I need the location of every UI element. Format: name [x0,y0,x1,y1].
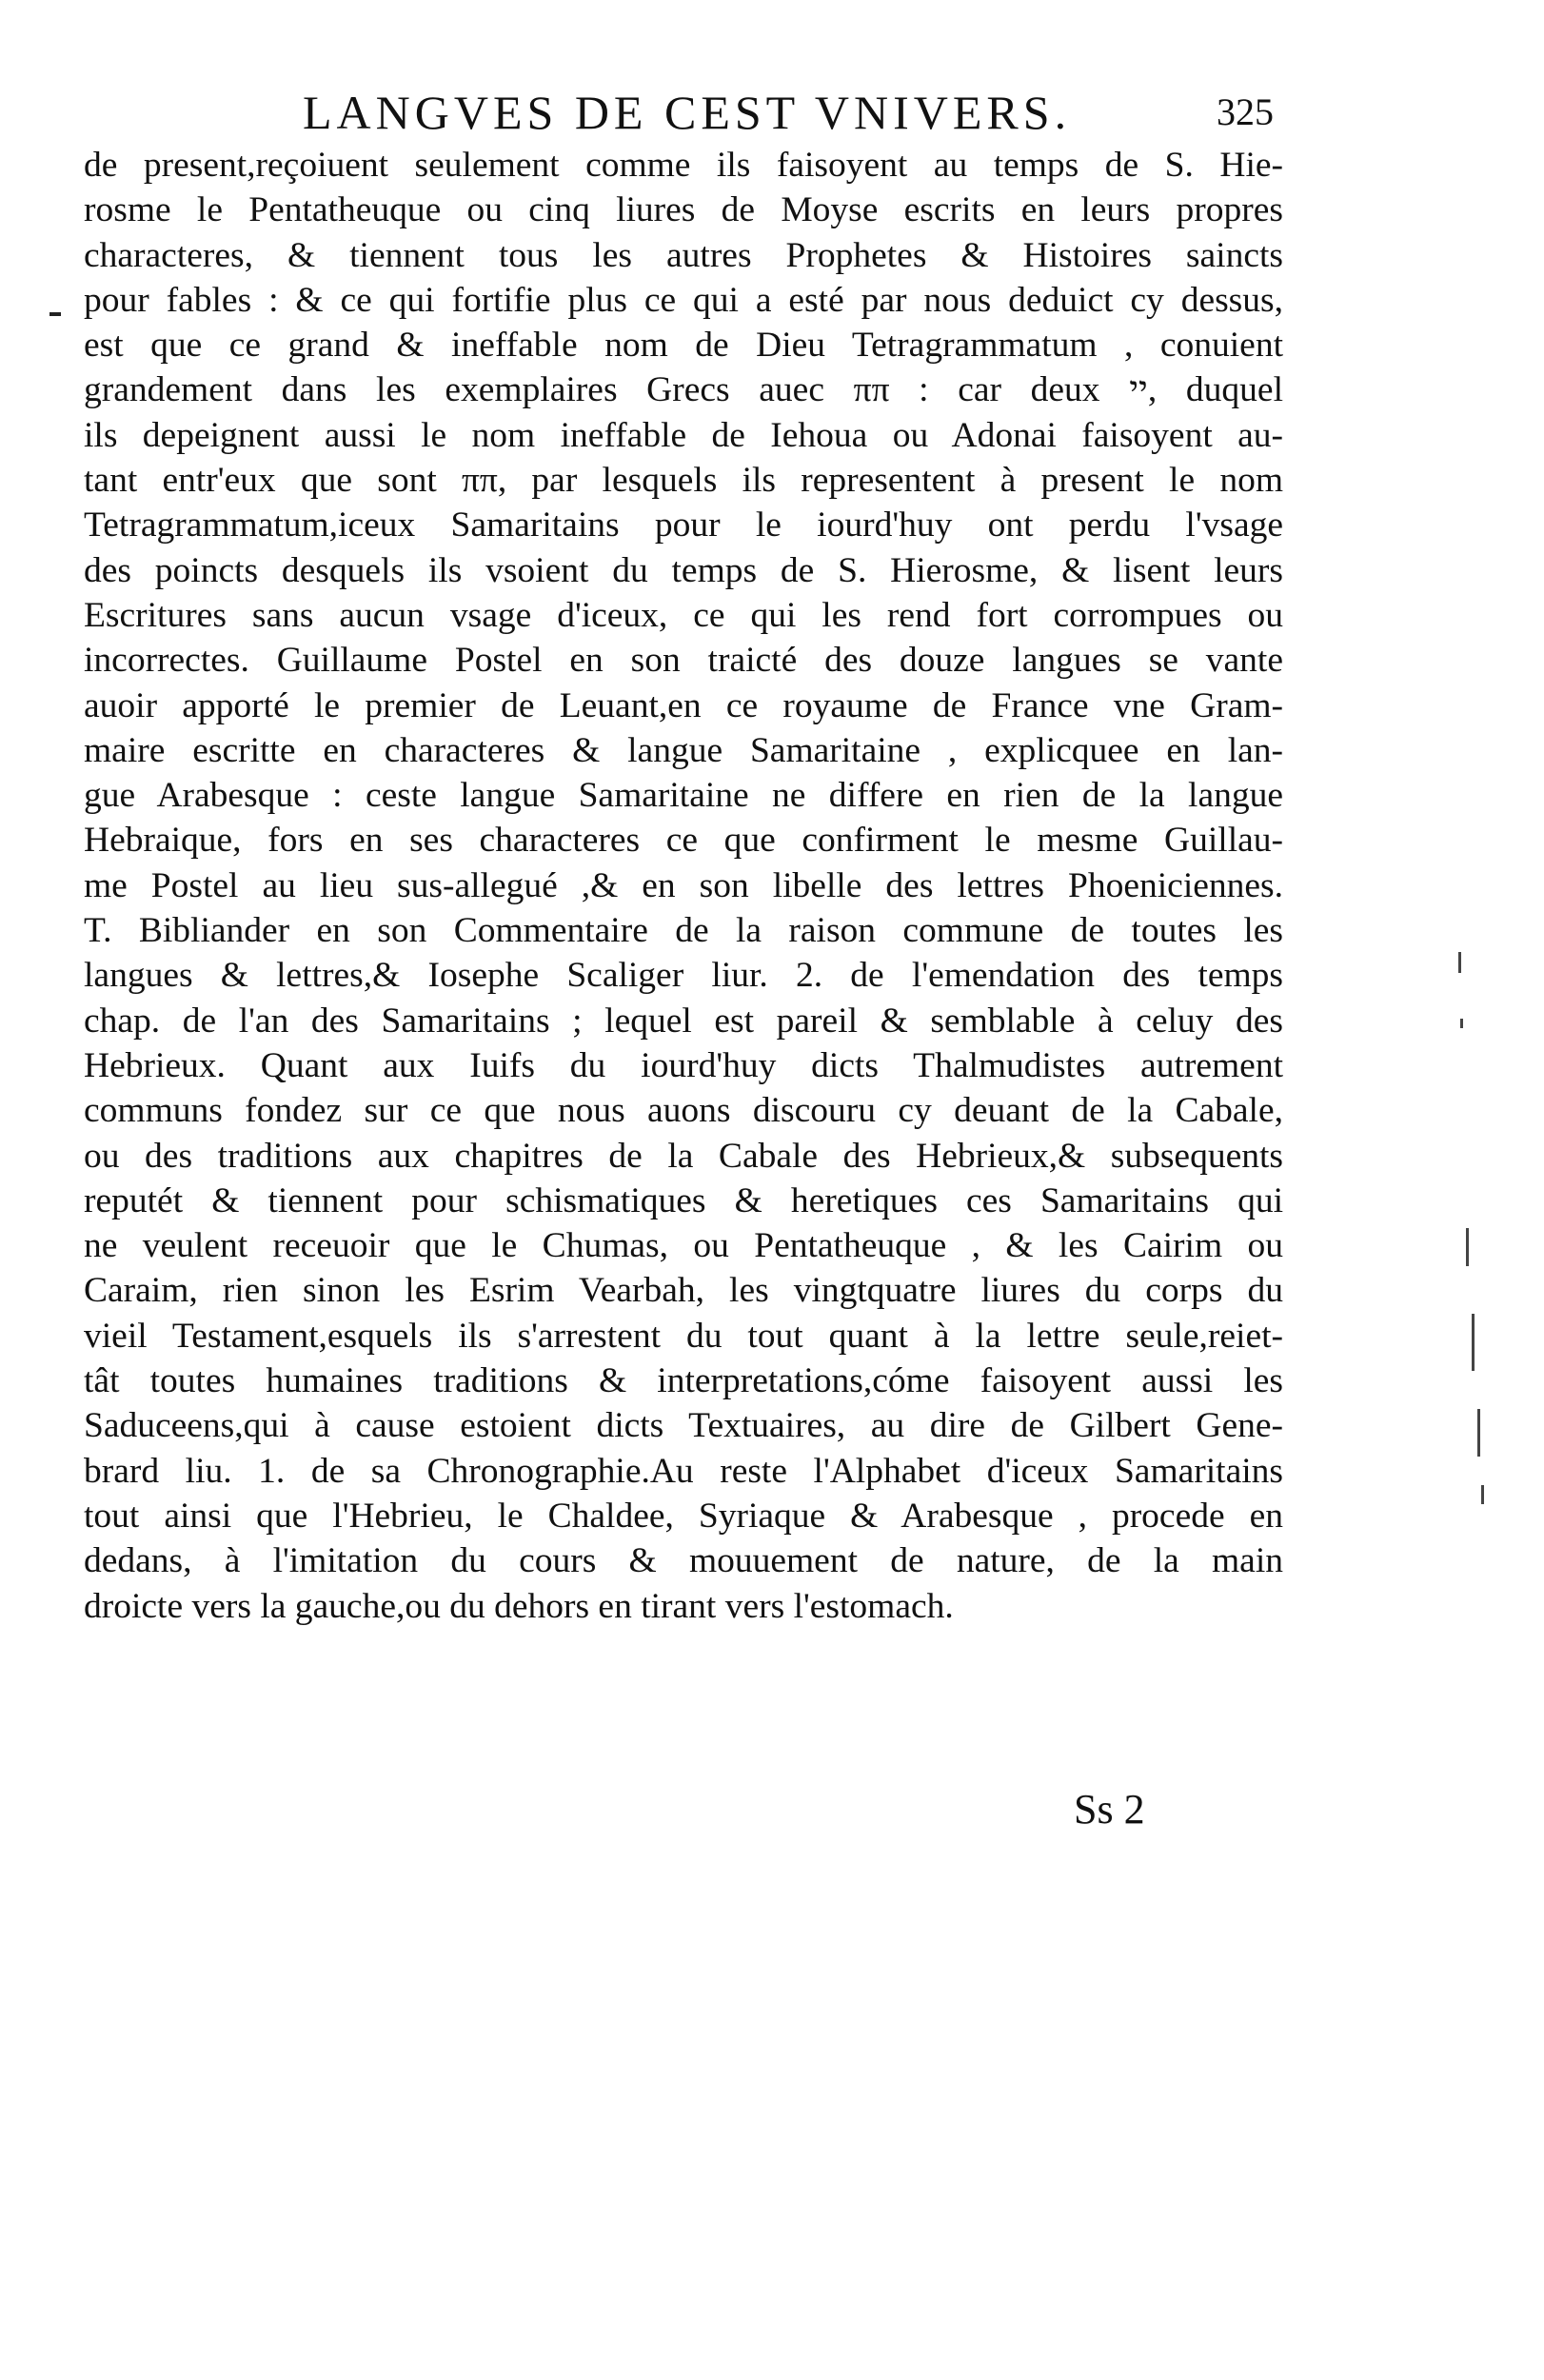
body-text [84,143,1283,1629]
text-line: ou des traditions aux chapitres de la Cabale des Hebrieux,& subsequents [84,1136,1283,1176]
margin-speck [1477,1409,1480,1457]
text-line: Caraim, rien sinon les Esrim Vearbah, les vingtquatre liures du corps du [84,1271,1283,1311]
text-line: Hebrieux. Quant aux Iuifs du iourd'huy dicts Thalmudistes autrement [84,1045,1283,1085]
text-line: Hebraique, fors en ses characteres ce que confirment le mesme Guillau- [84,821,1283,861]
margin-speck [1466,1228,1469,1266]
text-line: grandement dans les exemplaires Grecs auec ππ : car deux יי, duquel [84,370,1283,410]
text-line: auoir apporté le premier de Leuant,en ce royaume de France vne Gram- [84,685,1283,725]
text-line: ils depeignent aussi le nom ineffable de Iehoua ou Adonai faisoyent au- [84,415,1283,455]
text-line: tât toutes humaines traditions & interpretations,cóme faisoyent aussi les [84,1361,1283,1401]
margin-dash-mark [49,312,61,316]
margin-speck [1458,952,1461,973]
text-line: langues & lettres,& Iosephe Scaliger liur. 2. de l'emendation des temps [84,956,1283,996]
text-line: Tetragrammatum,iceux Samaritains pour le iourd'huy ont perdu l'vsage [84,506,1283,545]
text-line: T. Bibliander en son Commentaire de la raison commune de toutes les [84,911,1283,951]
text-line: des poincts desquels ils vsoient du temps de S. Hierosme, & lisent leurs [84,550,1283,590]
text-line: communs fondez sur ce que nous auons discouru cy deuant de la Cabale, [84,1091,1283,1131]
running-title: LANGVES DE CEST VNIVERS. [303,86,1072,139]
margin-speck [1481,1485,1484,1504]
text-line: characteres, & tiennent tous les autres Prophetes & Histoires saincts [84,235,1283,275]
text-line: dedans, à l'imitation du cours & mouuement de nature, de la main [84,1541,1283,1581]
text-line: chap. de l'an des Samaritains ; lequel est pareil & semblable à celuy des [84,1001,1283,1041]
text-line: rosme le Pentatheuque ou cinq liures de Moyse escrits en leurs propres [84,190,1283,230]
text-line: reputét & tiennent pour schismatiques & heretiques ces Samaritains qui [84,1180,1283,1220]
text-line: Escritures sans aucun vsage d'iceux, ce qui les rend fort corrompues ou [84,595,1283,635]
margin-speck [1460,1019,1463,1028]
text-line: de present,reçoiuent seulement comme ils faisoyent au temps de S. Hie- [84,146,1283,185]
text-line: ne veulent receuoir que le Chumas, ou Pentatheuque , & les Cairim ou [84,1226,1283,1266]
signature-mark: Ss 2 [1074,1786,1145,1833]
text-line: brard liu. 1. de sa Chronographie.Au reste l'Alphabet d'iceux Samaritains [84,1451,1283,1491]
text-line: me Postel au lieu sus-allegué ,& en son libelle des lettres Phoeniciennes. [84,865,1283,905]
text-line: pour fables : & ce qui fortifie plus ce qui a esté par nous deduict cy dessus, [84,280,1283,320]
text-line: est que ce grand & ineffable nom de Dieu Tetragrammatum , conuient [84,326,1283,366]
text-line: incorrectes. Guillaume Postel en son traicté des douze langues se vante [84,641,1283,681]
margin-speck [1472,1314,1475,1371]
text-line: Saduceens,qui à cause estoient dicts Textuaires, au dire de Gilbert Gene- [84,1406,1283,1446]
text-line: droicte vers la gauche,ou du dehors en tirant vers l'estomach. [84,1586,954,1626]
text-line: tant entr'eux que sont ππ, par lesquels ils representent à present le nom [84,461,1283,501]
text-line: vieil Testament,esquels ils s'arrestent du tout quant à la lettre seule,reiet- [84,1316,1283,1356]
text-line: gue Arabesque : ceste langue Samaritaine ne differe en rien de la langue [84,776,1283,816]
page-number: 325 [1217,90,1274,133]
text-line: maire escritte en characteres & langue Samaritaine , explicquee en lan- [84,730,1283,770]
text-line: tout ainsi que l'Hebrieu, le Chaldee, Syriaque & Arabesque , procede en [84,1496,1283,1536]
